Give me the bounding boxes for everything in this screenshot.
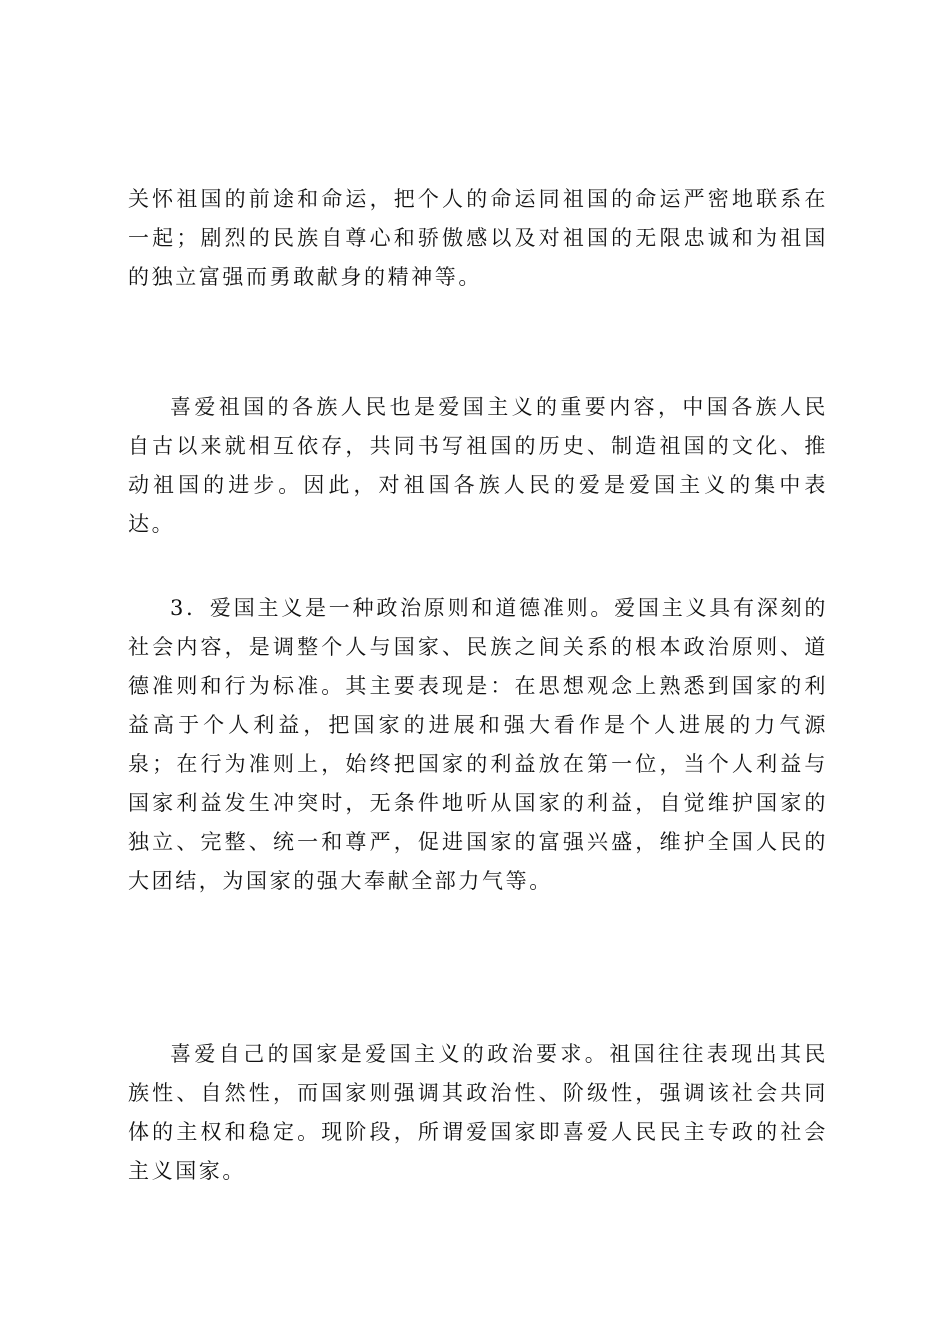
- paragraph-love-ethnic-peoples: 喜爱祖国的各族人民也是爱国主义的重要内容，中国各族人民自古以来就相互依存，共同书写祖国的历史、制造祖国的文化、推动祖国的进步。因此，对祖国各族人民的爱是爱国主义的集中表达。: [128, 395, 828, 536]
- paragraph-love-country-political: 喜爱自己的国家是爱国主义的政治要求。祖国往往表现出其民族性、自然性，而国家则强调其政治性、阶级性，强调该社会共同体的主权和稳定。现阶段，所谓爱国家即喜爱人民民主专政的社会主义国家。: [128, 1042, 828, 1183]
- paragraph-political-moral-principle: 3．爱国主义是一种政治原则和道德准则。爱国主义具有深刻的社会内容，是调整个人与国家、民族之间关系的根本政治原则、道德准则和行为标准。其主要表现是：在思想观念上熟悉到国家的利益高于个人利益，把国家的进展和强大看作是个人进展的力气源泉；在行为准则上，始终把国家的利益放在第一位，当个人利益与国家利益发生冲突时，无条件地听从国家的利益，自觉维护国家的独立、完整、统一和尊严，促进国家的富强兴盛，维护全国人民的大团结，为国家的强大奉献全部力气等。: [128, 596, 828, 893]
- paragraph-patriotism-feelings: 关怀祖国的前途和命运，把个人的命运同祖国的命运严密地联系在一起；剧烈的民族自尊心和骄傲感以及对祖国的无限忠诚和为祖国的独立富强而勇敢献身的精神等。: [128, 187, 828, 289]
